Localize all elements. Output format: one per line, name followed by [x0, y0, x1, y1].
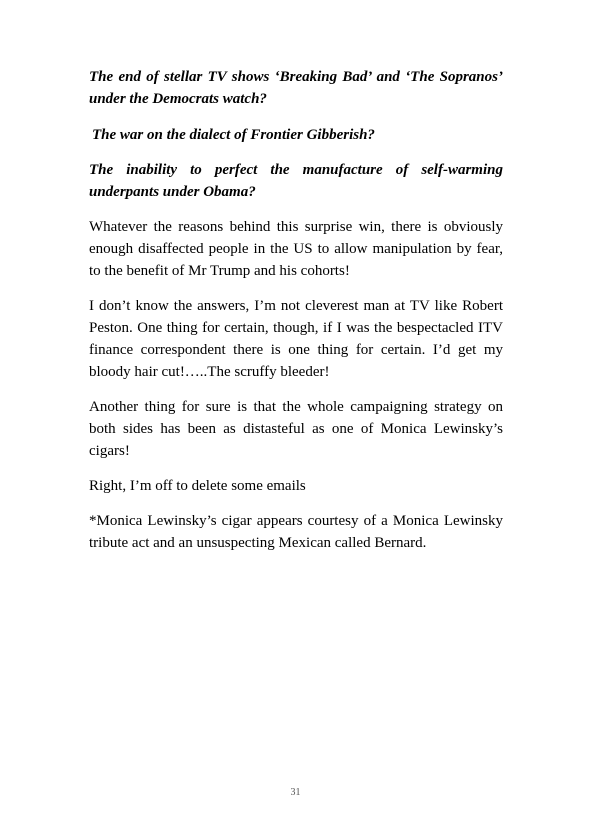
footnote-paragraph: *Monica Lewinsky’s cigar appears courtesy of a Monica Lewinsky tribute act and an unsuspecting Mexican called Bernard.: [89, 513, 503, 551]
page-body: [89, 66, 503, 554]
body-paragraph-delete-emails: Right, I’m off to delete some emails: [89, 478, 306, 494]
page-number: 31: [290, 787, 301, 798]
body-paragraph-robert-peston: I don’t know the answers, I’m not cleverest man at TV like Robert Peston. One thing for certain, though, if I was the bespectacled ITV finance correspondent there is one thing for certain. I’d get my bloody hair cut!…..The scruffy bleeder!: [89, 298, 503, 380]
question-paragraph-underpants: The inability to perfect the manufacture of self-warming underpants under Obama?: [89, 162, 503, 200]
question-paragraph-frontier-gibberish: The war on the dialect of Frontier Gibberish?: [92, 127, 375, 143]
body-paragraph-surprise-win: Whatever the reasons behind this surprise win, there is obviously enough disaffected people in the US to allow manipulation by fear, to the benefit of Mr Trump and his cohorts!: [89, 219, 503, 279]
question-paragraph-breaking-bad: The end of stellar TV shows ‘Breaking Bad’ and ‘The Sopranos’ under the Democrats watch?: [89, 69, 503, 107]
body-paragraph-campaign-strategy: Another thing for sure is that the whole campaigning strategy on both sides has been as distasteful as one of Monica Lewinsky’s cigars!: [89, 399, 503, 459]
